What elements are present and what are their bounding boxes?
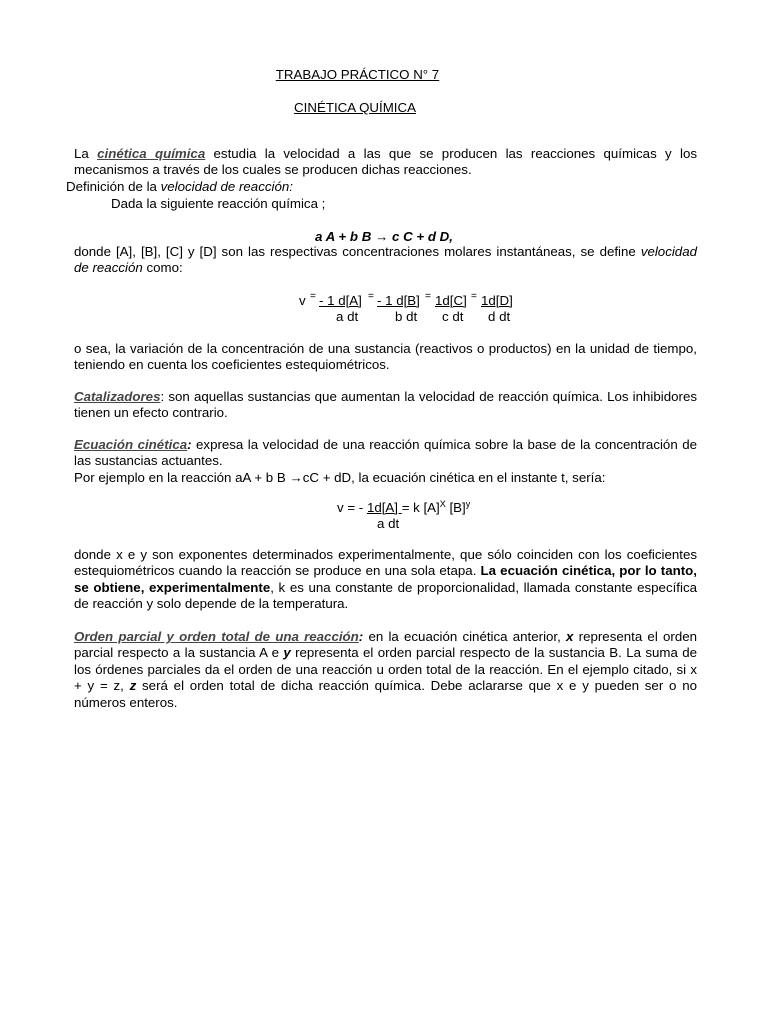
intro-text: estudia la velocidad a las que se producen las reacciones químicas y los mecanismos a través de los cuales se producen dichas reacciones. bbox=[74, 146, 697, 178]
kinetic-left: v = - bbox=[337, 500, 367, 515]
rate-numerator-b: - 1 d[B] bbox=[377, 293, 420, 308]
kinetic-right: = k [A] bbox=[401, 500, 440, 515]
concentration-text: como: bbox=[142, 260, 183, 276]
definition-text: Definición de la bbox=[66, 179, 161, 194]
term-colon: : bbox=[358, 629, 364, 644]
variable-y: y bbox=[283, 645, 291, 661]
orden-text: representa el orden parcial respecto a la sustancia A e bbox=[74, 629, 698, 661]
exponents-paragraph bbox=[74, 547, 697, 613]
page-subtitle: CINÉTICA QUÍMICA bbox=[294, 100, 416, 115]
intro-text: La bbox=[74, 146, 98, 161]
term-cinetica-quimica: cinética química bbox=[97, 146, 206, 161]
term-colon: : bbox=[187, 437, 192, 452]
ecuacion-text: expresa la velocidad de una reacción química sobre la base de la concentración de las sustancias actuantes. bbox=[74, 437, 697, 469]
orden-text: será el orden total de dicha reacción química. Debe aclararse que x e y pueden ser o no números enteros. bbox=[74, 678, 697, 710]
kinetic-denominator: a dt bbox=[377, 516, 400, 531]
term-ecuacion-cinetica: Ecuación cinética bbox=[74, 437, 188, 452]
definition-line bbox=[66, 179, 293, 195]
example-line: Por ejemplo en la reacción aA + b B →cC + dD, la ecuación cinética en el instante t, sería: bbox=[74, 470, 606, 485]
rate-v: v bbox=[299, 293, 306, 308]
rate-equals: = bbox=[471, 291, 477, 302]
rate-equals: = bbox=[425, 291, 431, 302]
catalizadores-paragraph bbox=[74, 389, 697, 422]
rate-numerator-a: - 1 d[A] bbox=[319, 293, 362, 308]
intro-paragraph bbox=[74, 146, 697, 179]
term-velocidad-reaccion: velocidad de reacción bbox=[74, 244, 697, 276]
variable-x: x bbox=[566, 629, 574, 644]
rate-equals: = bbox=[310, 291, 316, 302]
variable-z: z bbox=[129, 678, 137, 694]
rate-denominator-c: c dt bbox=[442, 309, 464, 324]
kinetic-numerator: 1d[A] bbox=[366, 500, 402, 515]
rate-equals: = bbox=[368, 291, 374, 302]
orden-paragraph bbox=[74, 629, 697, 711]
term-catalizadores: Catalizadores bbox=[74, 389, 161, 404]
rate-numerator-c: 1d[C] bbox=[435, 293, 467, 308]
orden-text: en la ecuación cinética anterior, bbox=[363, 629, 567, 644]
exponent-x: X bbox=[439, 499, 446, 509]
exponents-text: , k es una constante de proporcionalidad, llamada constante específica de reacción y solo depende de la temperatura. bbox=[74, 579, 697, 612]
term-orden-parcial: Orden parcial y orden total de una reacción bbox=[74, 629, 359, 644]
ecuacion-cinetica-paragraph bbox=[74, 437, 697, 470]
kinetic-right: [B] bbox=[445, 500, 466, 515]
rate-numerator-d: 1d[D] bbox=[481, 293, 513, 308]
exponents-text: donde x e y son exponentes determinados experimentalmente, que sólo coinciden con los coeficientes estequiométricos cuando la reacción se produce en una sola etapa. bbox=[74, 547, 697, 579]
definition-term: velocidad de reacción: bbox=[160, 179, 293, 194]
reaction-equation: a A + b B → c C + d D, bbox=[315, 229, 453, 244]
rate-denominator-a: a dt bbox=[336, 309, 359, 324]
rate-denominator-b: b dt bbox=[395, 309, 418, 324]
concentration-text: donde [A], [B], [C] y [D] son las respectivas concentraciones molares instantáneas, se define bbox=[74, 244, 641, 259]
exponents-bold-text: La ecuación cinética, por lo tanto, se obtiene, experimentalmente bbox=[74, 563, 697, 595]
kinetic-formula bbox=[337, 500, 470, 516]
given-reaction-line: Dada la siguiente reacción química ; bbox=[111, 196, 326, 211]
catalizadores-text: : son aquellas sustancias que aumentan la velocidad de reacción química. Los inhibidores tienen un efecto contrario. bbox=[74, 389, 697, 421]
concentration-paragraph bbox=[74, 244, 697, 277]
variation-paragraph: o sea, la variación de la concentración de una sustancia (reactivos o productos) en la unidad de tiempo, teniendo en cuenta los coeficientes estequiométricos. bbox=[74, 341, 697, 373]
orden-text: representa el orden parcial respecto de la sustancia B. La suma de los órdenes parciales da el orden de una reacción u orden total de la reacción. En el ejemplo citado, si x + y = z, bbox=[74, 645, 697, 694]
rate-denominator-d: d dt bbox=[488, 309, 511, 324]
page-title: TRABAJO PRÁCTICO N° 7 bbox=[275, 67, 440, 82]
exponent-y: y bbox=[465, 499, 471, 509]
